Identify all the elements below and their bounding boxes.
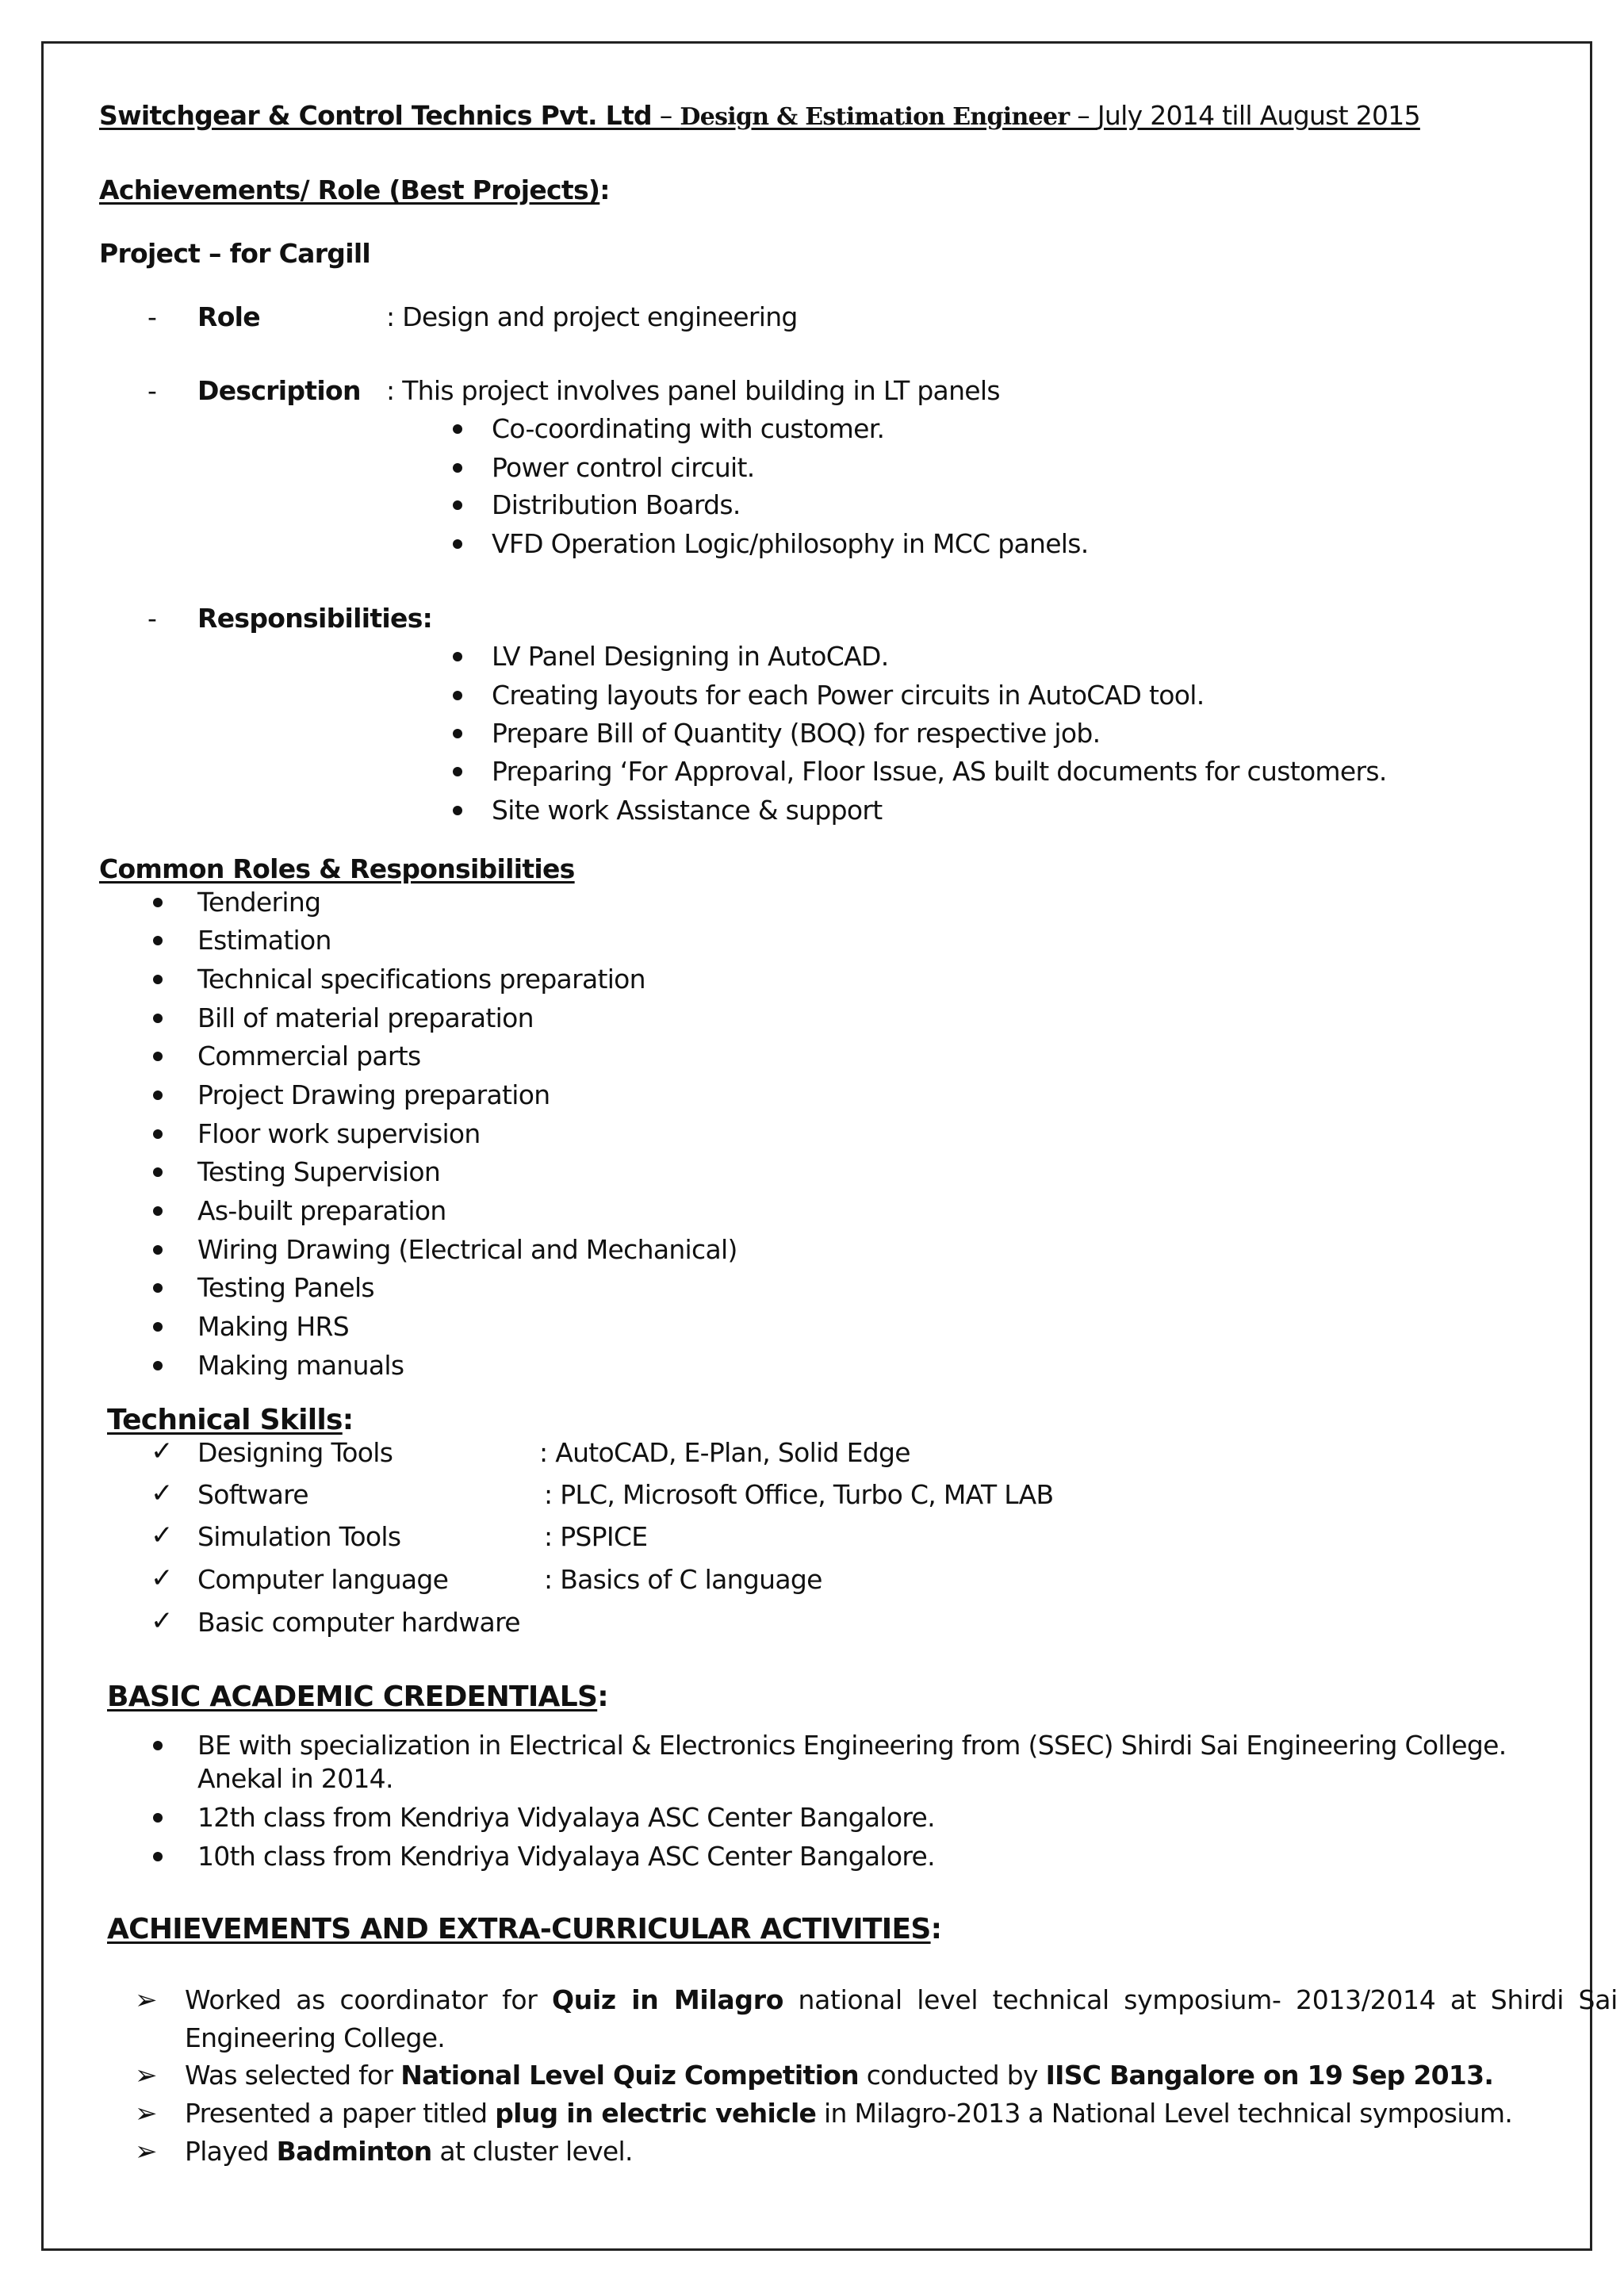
bullet — [153, 1129, 163, 1139]
checkmark-icon: ✓ — [151, 1605, 174, 1637]
bullet — [453, 463, 462, 473]
technical-skills-heading-text: Technical Skills — [107, 1404, 343, 1436]
role-value: : Design and project engineering — [386, 301, 798, 332]
bullet — [153, 1206, 163, 1216]
academic-item: BE with specialization in Electrical & Electronics Engineering from (SSEC) Shirdi Sai Engineering College. — [197, 1730, 1507, 1761]
company-name: Switchgear & Control Technics Pvt. Ltd — [99, 100, 652, 131]
bullet — [153, 1813, 163, 1823]
common-role-item: Testing Supervision — [197, 1156, 441, 1187]
description-label: Description — [197, 375, 361, 406]
job-period: July 2014 till August 2015 — [1097, 100, 1420, 131]
activity-text: Worked as coordinator for — [185, 1984, 552, 2015]
common-role-item: Bill of material preparation — [197, 1002, 534, 1033]
activity-text: in Milagro-2013 a National Level technical symposium. — [816, 2098, 1513, 2129]
arrow-bullet-icon: ➢ — [135, 2098, 158, 2129]
bullet — [453, 767, 462, 776]
achievements-heading — [99, 174, 610, 206]
bullet — [453, 652, 462, 661]
activity-text: national level technical symposium- 2013/2014 at Shirdi Sai — [783, 1984, 1618, 2015]
activity-text: conducted by — [858, 2060, 1046, 2091]
responsibility-item: Creating layouts for each Power circuits in AutoCAD tool. — [492, 680, 1205, 711]
technical-skills-heading — [107, 1405, 353, 1436]
bullet — [153, 1741, 163, 1750]
project-title: Project – for Cargill — [99, 238, 371, 269]
common-role-item: Making HRS — [197, 1311, 350, 1342]
bullet — [453, 691, 462, 700]
arrow-bullet-icon: ➢ — [135, 2060, 158, 2091]
activity-text: at cluster level. — [431, 2136, 633, 2167]
bullet — [153, 1091, 163, 1100]
skill-label: Designing Tools — [197, 1437, 393, 1468]
skill-label: Software — [197, 1479, 308, 1510]
activity-highlight: Quiz in Milagro — [551, 1984, 784, 2015]
bullet — [453, 424, 462, 434]
role-label: Role — [197, 301, 260, 332]
bullet — [153, 1167, 163, 1177]
skill-label: Computer language — [197, 1564, 449, 1595]
bullet — [453, 500, 462, 510]
bullet — [153, 1052, 163, 1061]
activity-item-continued: Engineering College. — [185, 2022, 446, 2053]
bullet — [153, 1852, 163, 1861]
activity-item — [185, 2060, 1493, 2091]
bullet — [453, 806, 462, 815]
skill-value: : PSPICE — [544, 1521, 648, 1552]
common-role-item: Floor work supervision — [197, 1118, 481, 1149]
activity-item — [185, 2136, 633, 2168]
skill-label: Simulation Tools — [197, 1521, 401, 1552]
common-role-item: As-built preparation — [197, 1195, 446, 1226]
checkmark-icon: ✓ — [151, 1478, 174, 1509]
common-role-item: Making manuals — [197, 1350, 404, 1381]
responsibility-item: Preparing ‘For Approval, Floor Issue, AS built documents for customers. — [492, 756, 1387, 787]
bullet — [153, 1322, 163, 1332]
responsibility-item: LV Panel Designing in AutoCAD. — [492, 641, 889, 672]
description-value: : This project involves panel building in LT panels — [386, 375, 1000, 406]
activity-item — [185, 1981, 1618, 2019]
description-item: Power control circuit. — [492, 452, 755, 483]
dash-marker: - — [147, 375, 157, 406]
checkmark-icon: ✓ — [151, 1520, 174, 1551]
responsibilities-label: Responsibilities: — [197, 603, 433, 634]
heading-colon: : — [342, 1404, 354, 1436]
bullet — [153, 1283, 163, 1293]
description-item: Distribution Boards. — [492, 489, 741, 520]
activity-text: Was selected for — [185, 2060, 401, 2091]
dash-marker: - — [147, 301, 157, 332]
checkmark-icon: ✓ — [151, 1562, 174, 1594]
common-role-item: Project Drawing preparation — [197, 1079, 550, 1110]
extracurricular-heading-text: ACHIEVEMENTS AND EXTRA-CURRICULAR ACTIVITIES — [107, 1913, 931, 1945]
skill-value: : Basics of C language — [544, 1564, 822, 1595]
checkmark-icon: ✓ — [151, 1435, 174, 1467]
bullet — [153, 936, 163, 945]
activity-highlight: IISC Bangalore on 19 Sep 2013. — [1045, 2060, 1494, 2091]
responsibility-item: Prepare Bill of Quantity (BOQ) for respective job. — [492, 718, 1101, 749]
common-role-item: Estimation — [197, 925, 331, 956]
bullet — [453, 539, 462, 549]
academics-heading — [107, 1681, 608, 1713]
skill-value: : PLC, Microsoft Office, Turbo C, MAT LAB — [544, 1479, 1054, 1510]
academics-heading-text: BASIC ACADEMIC CREDENTIALS — [107, 1681, 598, 1713]
heading-colon: : — [930, 1913, 942, 1945]
common-role-item: Tendering — [197, 887, 321, 918]
activity-highlight: Badminton — [276, 2136, 432, 2167]
academic-item: 12th class from Kendriya Vidyalaya ASC Center Bangalore. — [197, 1802, 935, 1833]
academic-item: 10th class from Kendriya Vidyalaya ASC Center Bangalore. — [197, 1841, 935, 1872]
activity-highlight: National Level Quiz Competition — [400, 2060, 859, 2091]
skill-value: : AutoCAD, E-Plan, Solid Edge — [539, 1437, 910, 1468]
description-item: Co-coordinating with customer. — [492, 413, 885, 444]
bullet — [153, 1014, 163, 1023]
activity-item — [185, 2098, 1512, 2129]
description-item: VFD Operation Logic/philosophy in MCC panels. — [492, 528, 1089, 559]
heading-colon: : — [599, 174, 610, 205]
dash-marker: - — [147, 603, 157, 634]
common-role-item: Wiring Drawing (Electrical and Mechanical) — [197, 1234, 737, 1265]
activity-highlight: plug in electric vehicle — [495, 2098, 817, 2129]
common-role-item: Commercial parts — [197, 1041, 421, 1071]
arrow-bullet-icon: ➢ — [135, 2136, 158, 2168]
heading-colon: : — [597, 1681, 608, 1713]
separator: – — [651, 100, 680, 131]
bullet — [153, 975, 163, 984]
activity-text: Played — [185, 2136, 277, 2167]
achievements-heading-text: Achievements/ Role (Best Projects) — [99, 174, 600, 205]
skill-label: Basic computer hardware — [197, 1607, 520, 1638]
activity-text: Presented a paper titled — [185, 2098, 496, 2129]
job-header — [99, 100, 1420, 133]
bullet — [153, 1361, 163, 1370]
bullet — [153, 1245, 163, 1255]
separator: – — [1069, 100, 1097, 131]
common-role-item: Technical specifications preparation — [197, 964, 645, 995]
job-role-title: Design & Estimation Engineer — [680, 103, 1070, 131]
bullet — [453, 729, 462, 738]
arrow-bullet-icon: ➢ — [135, 1984, 158, 2016]
bullet — [153, 898, 163, 907]
academic-item-continued: Anekal in 2014. — [197, 1763, 393, 1794]
extracurricular-heading — [107, 1914, 941, 1945]
responsibility-item: Site work Assistance & support — [492, 795, 883, 826]
common-roles-heading: Common Roles & Responsibilities — [99, 853, 575, 884]
common-role-item: Testing Panels — [197, 1272, 374, 1303]
